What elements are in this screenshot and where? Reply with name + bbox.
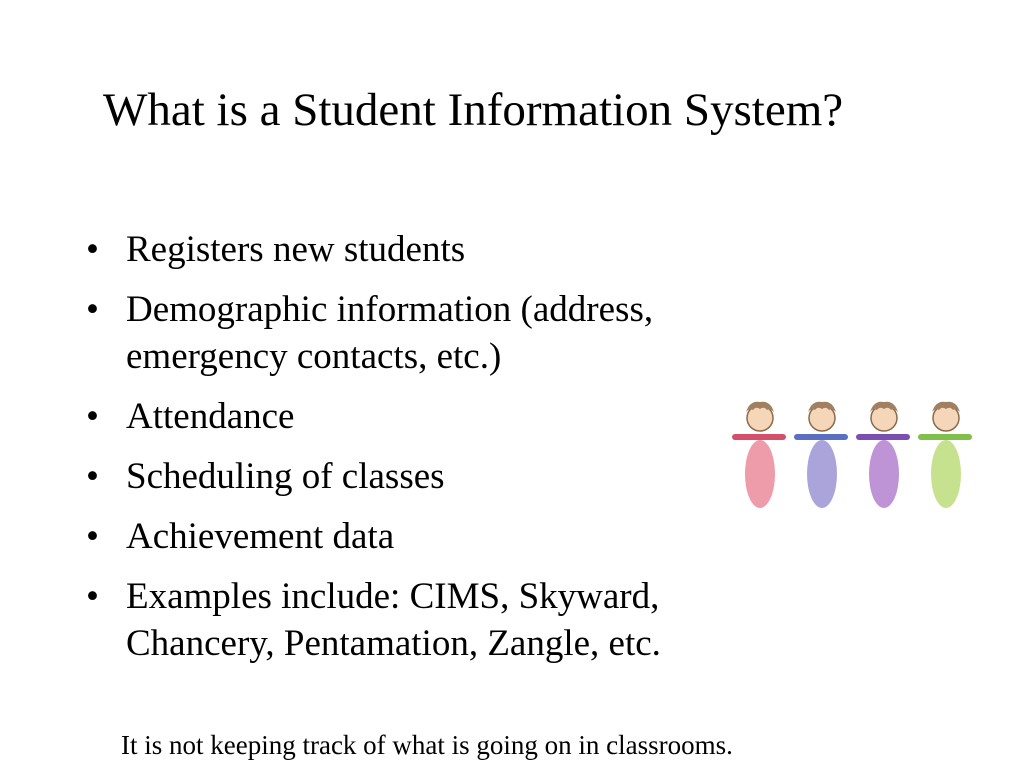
bullet-text-continued: emergency contacts, etc.) xyxy=(126,336,502,377)
kid-arms xyxy=(856,434,910,440)
bullet-item xyxy=(86,453,806,500)
bullet-item xyxy=(86,513,806,560)
bullet-dot: • xyxy=(86,516,99,557)
bullet-text-continued: Chancery, Pentamation, Zangle, etc. xyxy=(126,623,661,664)
kid-body xyxy=(869,440,899,508)
bullet-dot: • xyxy=(86,396,99,437)
bullet-item xyxy=(86,226,806,273)
kid-body xyxy=(931,440,961,508)
bullet-dot: • xyxy=(86,289,99,330)
bullet-text: Achievement data xyxy=(126,516,395,557)
bullet-item xyxy=(86,286,806,380)
bullet-text: Registers new students xyxy=(126,229,466,270)
bullet-dot: • xyxy=(86,456,99,497)
bullet-item xyxy=(86,393,806,440)
kid-body xyxy=(807,440,837,508)
kid-body xyxy=(745,440,775,508)
bullet-dot: • xyxy=(86,229,99,270)
kid-arms xyxy=(732,434,786,440)
bullet-text: Attendance xyxy=(126,396,295,437)
kid-arms xyxy=(794,434,848,440)
footprint-kid-figure xyxy=(732,402,786,508)
bullet-dot: • xyxy=(86,576,99,617)
slide-title: What is a Student Information System? xyxy=(103,84,844,136)
bullet-text: Examples include: CIMS, Skyward, xyxy=(126,576,660,617)
footer-note: It is not keeping track of what is going on in classrooms. xyxy=(121,730,733,760)
bullet-text: Demographic information (address, xyxy=(126,289,654,330)
footprint-kid-figure xyxy=(794,402,848,508)
footprint-kid-figure xyxy=(918,402,972,508)
bullet-text: Scheduling of classes xyxy=(126,456,445,497)
footprint-kids-illustration xyxy=(728,398,990,526)
footprint-kid-figure xyxy=(856,402,910,508)
bullet-list xyxy=(86,226,806,680)
kid-arms xyxy=(918,434,972,440)
bullet-item xyxy=(86,573,806,667)
